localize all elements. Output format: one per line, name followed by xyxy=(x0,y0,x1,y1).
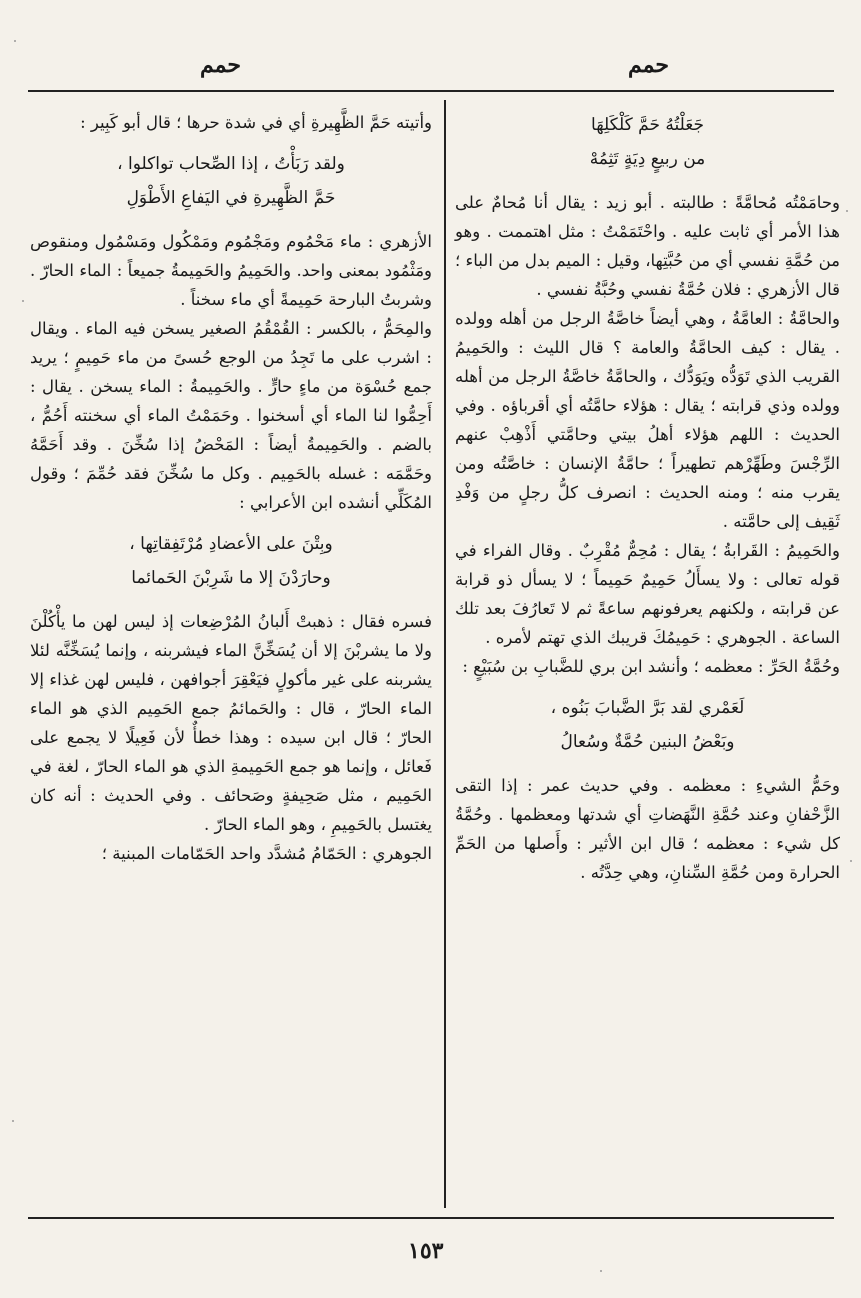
scan-speck xyxy=(850,860,852,862)
verse-line: وحارَدْنَ إلا ما شَرِبْنَ الحَمائما xyxy=(131,568,331,588)
entry-paragraph: والمِحَمُّ ، بالكسر : القُمْقُمُ الصغير يسخن فيه الماء . ويقال : اشرب على ما تَجِدُ من الوجع حُسىً من ماء حَمِيمٍ ؛ يريد جمع حُسْوَة من ماءٍ حارٍّ . والحَمِيمةُ : الماء يسخن . يقال : أَحِمُّوا لنا الماء أي أسخنوا . وحَمَمْتُ الماء أي سخنته أَحُمُّ ، بالضم . والحَمِيمةُ أيضاً : المَحْضُ إذا سُخِّنَ . وقد أَحَمَّهُ وحَمَّمَه : غسله بالحَمِيم . وكل ما سُخِّنَ فقد حُمِّمَ ؛ وقول المُكَلِّي أنشده ابن الأعرابي : xyxy=(30,319,432,512)
bottom-rule xyxy=(28,1217,834,1219)
verse-block xyxy=(30,147,432,215)
entry-paragraph: وحامَمْتُه مُحامَّةً : طالبته . أبو زيد : يقال أنا مُحامٌ على هذا الأمر أي ثابت عليه . واحْتَمَمْتُ : مثل اهتممت . وهو من حُمَّةِ نفسي أي من حُبَّتِها، وقيل : الميم بدل من الباء ؛ قال الأزهري : فلان حُمَّةُ نفسي وحُبَّةُ نفسي . xyxy=(455,193,840,299)
entry-paragraph: والحَمِيمُ : القَرابةُ ؛ يقال : مُحِمٌّ مُقْرِبٌ . وقال الفراء في قوله تعالى : ولا يسأَلُ حَمِيمٌ حَمِيماً ؛ لا يسأل ذو قرابة عن قرابته ، ولكنهم يعرفونهم ساعةً ثم لا تَعارُفَ بعد تلك الساعة . الجوهري : حَمِيمُكَ قريبك الذي تهتم لأمره . xyxy=(455,541,840,647)
scan-speck xyxy=(846,210,848,212)
top-rule xyxy=(28,90,834,92)
entry-paragraph: الأزهري : ماء مَحْمُوم ومَجْمُوم ومَمْكُول ومَسْمُول ومنقوص ومَثْمُود بمعنى واحد. والحَمِيمُ والحَمِيمةُ جميعاً : الماء الحارّ . وشربتُ البارحة حَمِيمةً أي ماء سخناً . xyxy=(30,232,432,309)
right-column xyxy=(455,108,840,887)
verse-block xyxy=(455,108,840,176)
verse-block xyxy=(30,527,432,595)
verse-line: ولقد رَبَأْتُ ، إذا الصِّحاب تواكلوا ، xyxy=(117,154,345,174)
entry-paragraph: وأتيته حَمَّ الظَّهِيرةِ أي في شدة حرها ؛ قال أبو كَبِير : xyxy=(80,113,432,132)
running-header-left: حمم xyxy=(200,52,241,78)
scan-speck xyxy=(14,40,16,42)
entry-paragraph: والحامَّةُ : العامَّةُ ، وهي أيضاً خاصَّةُ الرجل من أهله وولده . يقال : كيف الحامَّةُ والعامة ؟ قال الليث : والحَمِيمُ القريب الذي تَوَدُّه ويَوَدُّك ، والحامَّةُ خاصَّةُ الرجل من أهله وولده وذي قرابته ؛ يقال : هؤلاء حامَّتُه أي أقرباؤه . وفي الحديث : اللهم هؤلاء أهلُ بيتي وحامَّتي أَذْهِبْ عنهم الرِّجْسَ وطَهِّرْهم تطهيراً ؛ حامَّةُ الإنسان : خاصَّتُه ومن يقرب منه ؛ ومنه الحديث : انصرف كلُّ رجلٍ من وَفْدِ ثَقِيف إلى حامَّته . xyxy=(455,309,840,531)
scan-speck xyxy=(12,1120,14,1122)
entry-paragraph: فسره فقال : ذهبتْ أَلبانُ المُرْضِعات إذ ليس لهن ما يأْكُلْنَ ولا ما يشربْنَ إلا أن يُسَخِّنَّ الماء فيشربنه ، وإنما يُسَخِّنَّه لئلا يشربنه على غير مأكولٍ فيَعْقِرَ أجوافهن ، فليس لهن غذاء إلا الماء الحارّ ، قال : والحَمائمُ جمع الحَمِيم الذي هو الماء الحارّ ؛ قال ابن سيده : وهذا خطأٌ لأن فَعِيلًا لا يجمع على فَعائل ، وإنما هو جمع الحَمِيمةِ الذي هو الماء الحارّ ، لغة في الحَمِيم ، مثل صَحِيفةٍ وصَحائف . وفي الحديث : أنه كان يغتسل بالحَمِيمِ ، وهو الماء الحارّ . xyxy=(30,612,432,834)
verse-line: وبِتْنَ على الأعضادِ مُرْتَفِقاتِها ، xyxy=(129,534,333,554)
left-column xyxy=(30,108,432,868)
verse-line: من ربيعٍ دِيَةٍ تَثِمُهْ xyxy=(589,149,706,169)
entry-paragraph: الجوهري : الحَمّامُ مُشدَّد واحد الحَمّامات المبنية ؛ xyxy=(101,844,432,863)
verse-line: جَعَلْتُهُ حَمَّ كَلْكَلِهَا xyxy=(591,115,704,135)
verse-block xyxy=(455,691,840,759)
verse-line: لَعَمْري لقد بَرَّ الضَّبابَ بَنُوه ، xyxy=(550,698,745,718)
running-header-right: حمم xyxy=(628,52,669,78)
entry-paragraph: وحُمَّةُ الحَرِّ : معظمه ؛ وأنشد ابن بري للضَّبابِ بن سُبَيْعٍ : xyxy=(462,657,840,676)
page-number: ١٥٣ xyxy=(408,1238,444,1264)
column-divider xyxy=(444,100,446,1208)
entry-paragraph: وحَمُّ الشيءِ : معظمه . وفي حديث عمر : إذا التقى الزَّحْفانِ وعند حُمَّةِ النَّهَضاتِ أي شدتها ومعظمها . وحُمَّةُ كل شيء : معظمه ؛ قال ابن الأثير : وأَصلها من الحَمِّ الحرارة ومن حُمَّةِ السِّنانِ، وهي حِدَّتُه . xyxy=(455,776,840,882)
verse-line: حَمَّ الظَّهِيرةِ في اليَفاعِ الأَطْوَلِ xyxy=(126,188,336,208)
scan-speck xyxy=(600,1270,602,1272)
verse-line: وبَعْضُ البنين حُمَّةٌ وسُعالُ xyxy=(560,732,735,752)
scan-speck xyxy=(22,300,24,302)
